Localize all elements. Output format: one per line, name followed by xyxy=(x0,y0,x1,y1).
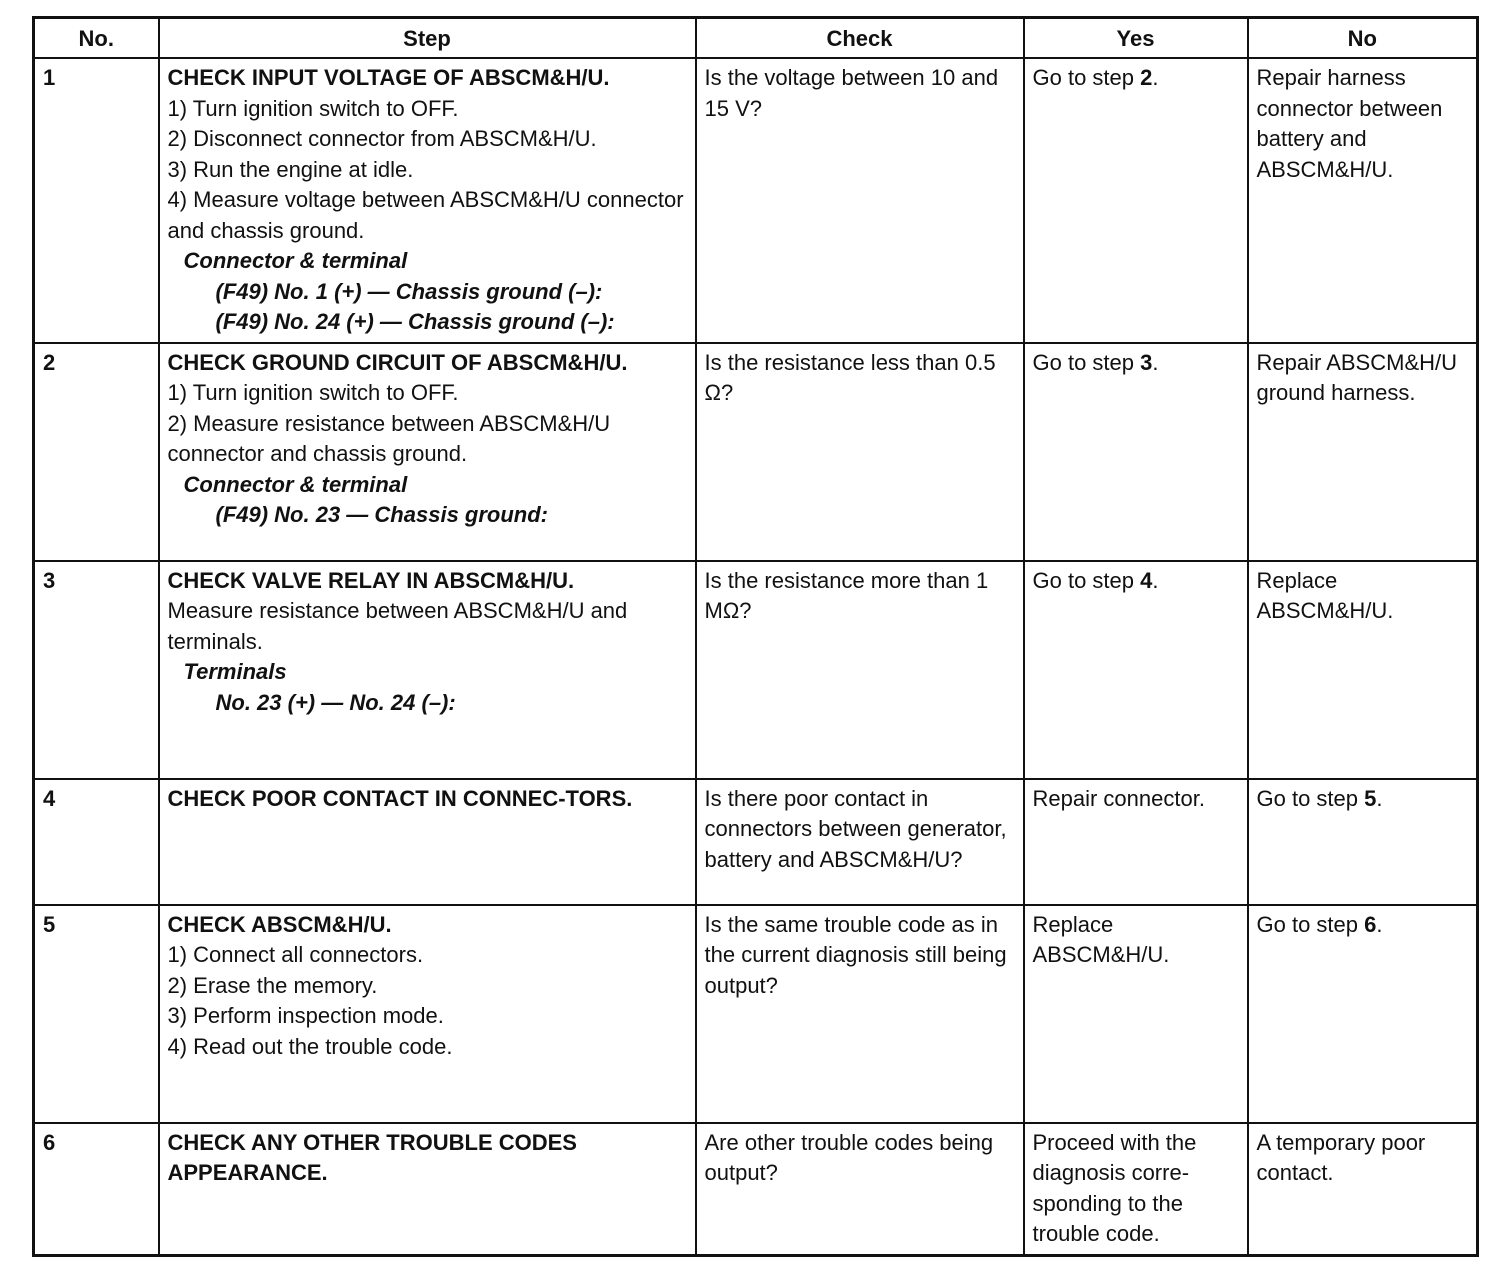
table-row xyxy=(34,58,1478,343)
check-cell: Are other trouble codes being output? xyxy=(696,1123,1024,1256)
step-cell xyxy=(159,58,696,343)
step-instruction: 4) Measure voltage between ABSCM&H/U connector and chassis ground. xyxy=(167,187,684,243)
no-cell: Repair ABSCM&H/U ground harness. xyxy=(1248,343,1478,561)
yes-prefix: Go to step xyxy=(1032,567,1141,593)
step-cell xyxy=(159,1123,696,1256)
no-cell xyxy=(1248,779,1478,905)
step-title: CHECK ANY OTHER TROUBLE CODES APPEARANCE. xyxy=(167,1129,577,1185)
yes-suffix: . xyxy=(1152,349,1159,375)
connector-terminal: (F49) No. 24 (+) — Chassis ground (–): xyxy=(215,309,615,334)
step-title: CHECK INPUT VOLTAGE OF ABSCM&H/U. xyxy=(167,65,610,90)
step-number: 2 xyxy=(34,343,159,561)
table-row xyxy=(34,561,1478,779)
check-cell: Is the resistance more than 1 MΩ? xyxy=(696,561,1024,779)
step-title: CHECK VALVE RELAY IN ABSCM&H/U. xyxy=(167,567,575,593)
header-no: No. xyxy=(34,18,159,59)
step-number: 1 xyxy=(34,58,159,343)
yes-suffix: . xyxy=(1152,567,1159,593)
yes-cell xyxy=(1024,58,1248,343)
step-cell xyxy=(159,343,696,561)
yes-step-ref: 3 xyxy=(1140,349,1153,375)
yes-cell: Replace ABSCM&H/U. xyxy=(1024,905,1248,1123)
check-cell: Is there poor contact in connectors between generator, battery and ABSCM&H/U? xyxy=(696,779,1024,905)
header-check: Check xyxy=(696,18,1024,59)
terminals-heading: Terminals xyxy=(183,659,287,684)
header-step: Step xyxy=(159,18,696,59)
yes-prefix: Go to step xyxy=(1032,65,1141,90)
check-cell: Is the voltage between 10 and 15 V? xyxy=(696,58,1024,343)
step-instruction: 1) Turn ignition switch to OFF. xyxy=(167,380,459,405)
yes-cell: Repair connector. xyxy=(1024,779,1248,905)
no-prefix: Go to step xyxy=(1256,785,1365,811)
no-prefix: Go to step xyxy=(1256,911,1365,937)
connector-terminal: (F49) No. 1 (+) — Chassis ground (–): xyxy=(215,278,603,304)
no-step-ref: 6 xyxy=(1364,911,1377,937)
step-instruction: 2) Erase the memory. xyxy=(167,972,378,998)
diagnostic-table xyxy=(32,16,1479,1257)
step-instruction: 1) Connect all connectors. xyxy=(167,942,424,967)
header-yes: Yes xyxy=(1024,18,1248,59)
step-number: 4 xyxy=(34,779,159,905)
step-title: CHECK GROUND CIRCUIT OF ABSCM&H/U. xyxy=(167,349,628,375)
header-no-result: No xyxy=(1248,18,1478,59)
table-row xyxy=(34,343,1478,561)
table-row xyxy=(34,905,1478,1123)
no-suffix: . xyxy=(1376,911,1383,937)
step-instruction: 1) Turn ignition switch to OFF. xyxy=(167,95,459,121)
no-step-ref: 5 xyxy=(1364,785,1377,811)
no-suffix: . xyxy=(1376,785,1383,811)
connector-heading: Connector & terminal xyxy=(183,471,408,497)
step-instruction: 3) Run the engine at idle. xyxy=(167,156,414,182)
no-cell: Replace ABSCM&H/U. xyxy=(1248,561,1478,779)
yes-cell xyxy=(1024,343,1248,561)
step-number: 3 xyxy=(34,561,159,779)
step-number: 5 xyxy=(34,905,159,1123)
table-row xyxy=(34,779,1478,905)
diagnostic-procedure-sheet xyxy=(32,16,1476,1257)
yes-suffix: . xyxy=(1152,65,1159,90)
step-instruction: Measure resistance between ABSCM&H/U and terminals. xyxy=(167,598,628,654)
header-row xyxy=(34,18,1478,59)
step-cell xyxy=(159,905,696,1123)
step-instruction: 3) Perform inspection mode. xyxy=(167,1003,444,1028)
yes-step-ref: 4 xyxy=(1140,567,1153,593)
step-title: CHECK POOR CONTACT IN CONNEC-TORS. xyxy=(167,785,633,811)
check-cell: Is the same trouble code as in the current diagnosis still being output? xyxy=(696,905,1024,1123)
yes-cell: Proceed with the diagnosis corre-sponding to the trouble code. xyxy=(1024,1123,1248,1256)
no-cell xyxy=(1248,905,1478,1123)
step-cell xyxy=(159,561,696,779)
step-instruction: 4) Read out the trouble code. xyxy=(167,1033,453,1059)
connector-heading: Connector & terminal xyxy=(183,248,408,273)
yes-prefix: Go to step xyxy=(1032,349,1141,375)
yes-step-ref: 2 xyxy=(1140,65,1153,90)
step-number: 6 xyxy=(34,1123,159,1256)
step-title: CHECK ABSCM&H/U. xyxy=(167,911,392,937)
table-row xyxy=(34,1123,1478,1256)
step-instruction: 2) Disconnect connector from ABSCM&H/U. xyxy=(167,126,597,151)
terminal-pair: No. 23 (+) — No. 24 (–): xyxy=(215,689,456,715)
check-cell: Is the resistance less than 0.5 Ω? xyxy=(696,343,1024,561)
step-cell xyxy=(159,779,696,905)
step-instruction: 2) Measure resistance between ABSCM&H/U connector and chassis ground. xyxy=(167,410,611,466)
yes-cell xyxy=(1024,561,1248,779)
no-cell: Repair harness connector between battery and ABSCM&H/U. xyxy=(1248,58,1478,343)
connector-terminal: (F49) No. 23 — Chassis ground: xyxy=(215,502,548,527)
no-cell: A temporary poor contact. xyxy=(1248,1123,1478,1256)
